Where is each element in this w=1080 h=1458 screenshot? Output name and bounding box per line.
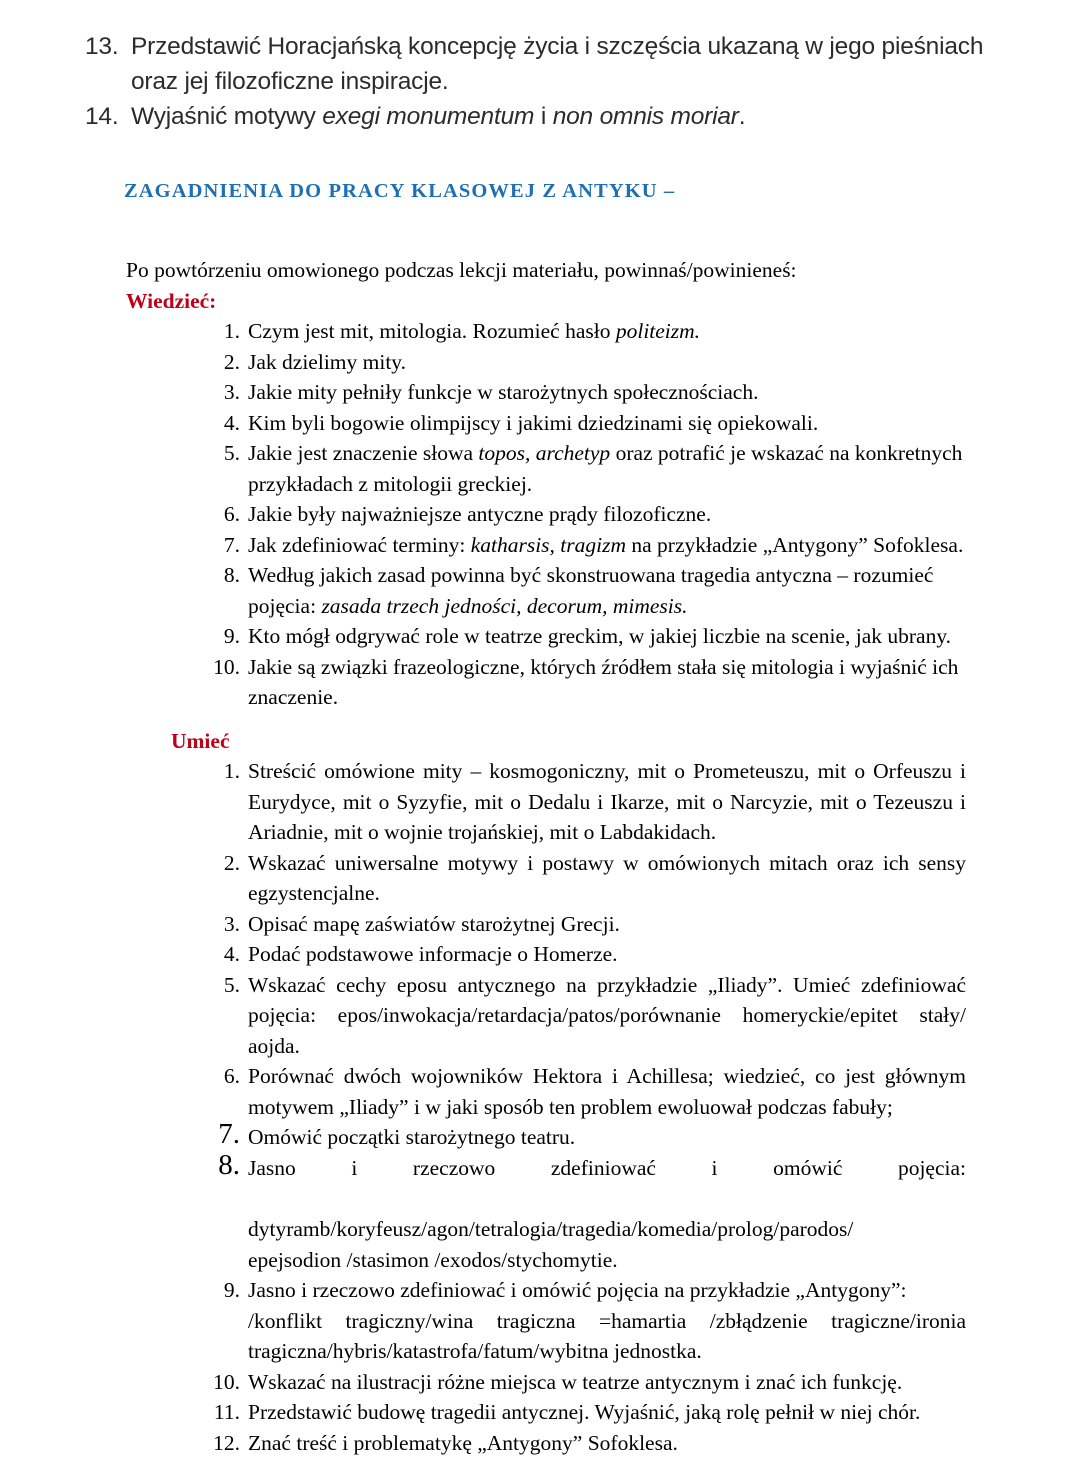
top-item-13-line2: oraz jej filozoficzne inspiracje. [131,67,449,95]
top-item-text [131,30,1010,100]
list-item [126,1397,966,1428]
list-item-text-pre: Jak zdefiniować terminy: [248,532,471,557]
list-item-text-italic: politeizm. [615,319,701,344]
list-item-number: 5. [223,441,240,466]
list-item-text: Omówić początki starożytnego teatru. [248,1125,576,1150]
top-list-item-14 [85,100,1010,135]
list-item [126,1061,966,1122]
list-item [126,316,966,347]
list-item-line-1: Jasno i rzeczowo zdefiniować i omówić pojęcia: [248,1155,966,1180]
top-item-number: 14. [85,102,119,130]
list-item [126,377,966,408]
list-item-text [248,560,966,621]
list-item [126,756,966,848]
list-item-text [248,347,966,378]
list-item [126,408,966,439]
top-item-14-mid: i [534,102,553,130]
list-item-number: 10. [213,654,240,679]
list-item-text-italic: topos, archetyp [478,441,611,466]
list-item-text [248,530,966,561]
list-item [126,909,966,940]
list-item-text [248,408,966,439]
list-item-number: 4. [223,410,240,435]
list-item-text-post: oraz potrafić je wskazać na konkretnych przykładach z mitologii greckiej. [248,441,963,496]
list-item-number: 3. [223,380,240,405]
list-item-line-3: epejsodion /stasimon /exodos/stychomytie. [248,1247,618,1272]
list-item-line-2: /konflikt tragiczny/wina tragiczna =hamartia /zbłądzenie tragiczne/ironia [248,1308,966,1333]
list-item [126,848,966,909]
list-item [126,970,966,1062]
list-item-line-3: tragiczna/hybris/katastrofa/fatum/wybitna jednostka. [248,1339,702,1364]
list-item-text-pre: Czym jest mit, mitologia. Rozumieć hasło [248,319,616,344]
list-item-text-pre: Jak dzielimy mity. [248,349,407,374]
list-item-text-pre: Jakie jest znaczenie słowa [248,441,479,466]
list-item-number: 9. [223,624,240,649]
list-item-number: 10. [213,1369,240,1394]
list-item-number: 6. [223,1064,240,1089]
list-item-text-post: na przykładzie „Antygony” Sofoklesa. [626,532,964,557]
list-item-text [248,438,966,499]
top-item-text [131,100,1010,135]
top-list-item-13 [85,30,1010,100]
list-item-number: 7. [223,532,240,557]
list-item-text [248,1153,966,1275]
list-item [126,1367,966,1398]
list-item-text: Wskazać na ilustracji różne miejsca w teatrze antycznym i znać ich funkcję. [248,1369,903,1394]
list-item-number: 8. [223,563,240,588]
list-item [126,347,966,378]
list-item [126,499,966,530]
list-item [126,939,966,970]
list-item [126,530,966,561]
list-item-text [248,499,966,530]
list-item-text: Porównać dwóch wojowników Hektora i Achillesa; wiedzieć, co jest głównym motywem „Iliady” i w jaki sposób ten problem ewoluował podczas fabuły; [248,1064,966,1119]
list-item-text [248,377,966,408]
wiedziec-list [126,316,966,713]
page-title: ZAGADNIENIA DO PRACY KLASOWEJ Z ANTYKU – [124,180,676,202]
list-item-number: 11. [213,1400,240,1425]
list-item-text: Przedstawić budowę tragedii antycznej. Wyjaśnić, jaką rolę pełnił w niej chór. [248,1400,921,1425]
list-item [126,1148,966,1275]
top-item-13-line1: Przedstawić Horacjańską koncepcję życia i szczęścia ukazaną w jego pieśniach [131,33,984,60]
list-item-text: Opisać mapę zaświatów starożytnej Grecji. [248,911,620,936]
list-item-number: 1. [223,319,240,344]
list-item-number: 5. [223,972,240,997]
list-item-number: 7. [218,1118,240,1151]
list-item-text-italic: katharsis, tragizm [470,532,626,557]
top-item-14-post: . [738,102,746,130]
list-item [126,438,966,499]
list-item-number: 6. [223,502,240,527]
list-item-number: 2. [223,850,240,875]
list-item-line-1: Jasno i rzeczowo zdefiniować i omówić pojęcia na przykładzie „Antygony”: [248,1278,907,1303]
section-label-wiedziec: Wiedzieć: [126,288,217,313]
list-item-text [248,621,966,652]
list-item-line-2: dytyramb/koryfeusz/agon/tetralogia/tragedia/komedia/prolog/parodos/ [248,1216,854,1241]
top-item-14-pre: Wyjaśnić motywy [131,102,323,130]
top-carryover-section [85,30,1010,134]
list-item-text: Wskazać uniwersalne motywy i postawy w omówionych mitach oraz ich sensy egzystencjalne. [248,850,966,906]
umiec-list [126,756,966,1458]
list-item-number: 8. [218,1148,240,1181]
list-item-text-pre: Jakie mity pełniły funkcje w starożytnych społecznościach. [248,380,759,405]
list-item-text: Podać podstawowe informacje o Homerze. [248,942,618,967]
list-item-text [248,1275,966,1367]
list-item-number: 1. [223,759,240,784]
list-item-number: 3. [223,911,240,936]
list-item [126,1275,966,1367]
list-item-text-pre: Jakie były najważniejsze antyczne prądy filozoficzne. [248,502,712,527]
list-item-text-pre: Według jakich zasad powinna być skonstruowana tragedia antyczna – rozumieć pojęcia: [248,563,934,618]
list-item [126,652,966,713]
document-body [126,255,966,1458]
list-item-text: Wskazać cechy eposu antycznego na przykładzie „Iliady”. Umieć zdefiniować pojęcia: epos/inwokacja/retardacja/patos/porównanie homeryckie/epitet stały/ aojda. [248,972,966,1058]
section-label-umiec: Umieć [171,728,230,753]
list-item-text [248,316,966,347]
top-item-14-italic-1: exegi monumentum [322,102,535,130]
list-item-text-pre: Kim byli bogowie olimpijscy i jakimi dziedzinami się opiekowali. [248,410,819,435]
list-item-text-pre: Jakie są związki frazeologiczne, których źródłem stała się mitologia i wyjaśnić ich znaczenie. [248,654,959,710]
list-item [126,560,966,621]
list-item-number: 4. [223,942,240,967]
intro-paragraph: Po powtórzeniu omowionego podczas lekcji materiału, powinnaś/powinieneś: [126,258,797,282]
list-item-text-pre: Kto mógł odgrywać role w teatrze greckim, w jakiej liczbie na scenie, jak ubrany. [248,624,952,649]
list-item-number: 2. [223,349,240,374]
list-item [126,621,966,652]
list-item-number: 9. [223,1278,240,1303]
list-item-text: Znać treść i problematykę „Antygony” Sofoklesa. [248,1430,678,1455]
top-item-number: 13. [85,33,119,60]
list-item-text: Streścić omówione mity – kosmogoniczny, mit o Prometeuszu, mit o Orfeuszu i Eurydyce, mit o Syzyfie, mit o Dedalu i Ikarze, mit o Narcyzie, mit o Tezeuszu i Ariadnie, mit o wojnie trojańskiej, mit o Labdakidach. [248,759,966,845]
list-item [126,1118,966,1153]
top-item-14-italic-2: non omnis moriar [552,102,739,130]
list-item [126,1428,966,1458]
list-item-number: 12. [213,1430,240,1455]
list-item-text [248,652,966,713]
list-item-text-italic: zasada trzech jedności, decorum, mimesis. [321,593,688,618]
